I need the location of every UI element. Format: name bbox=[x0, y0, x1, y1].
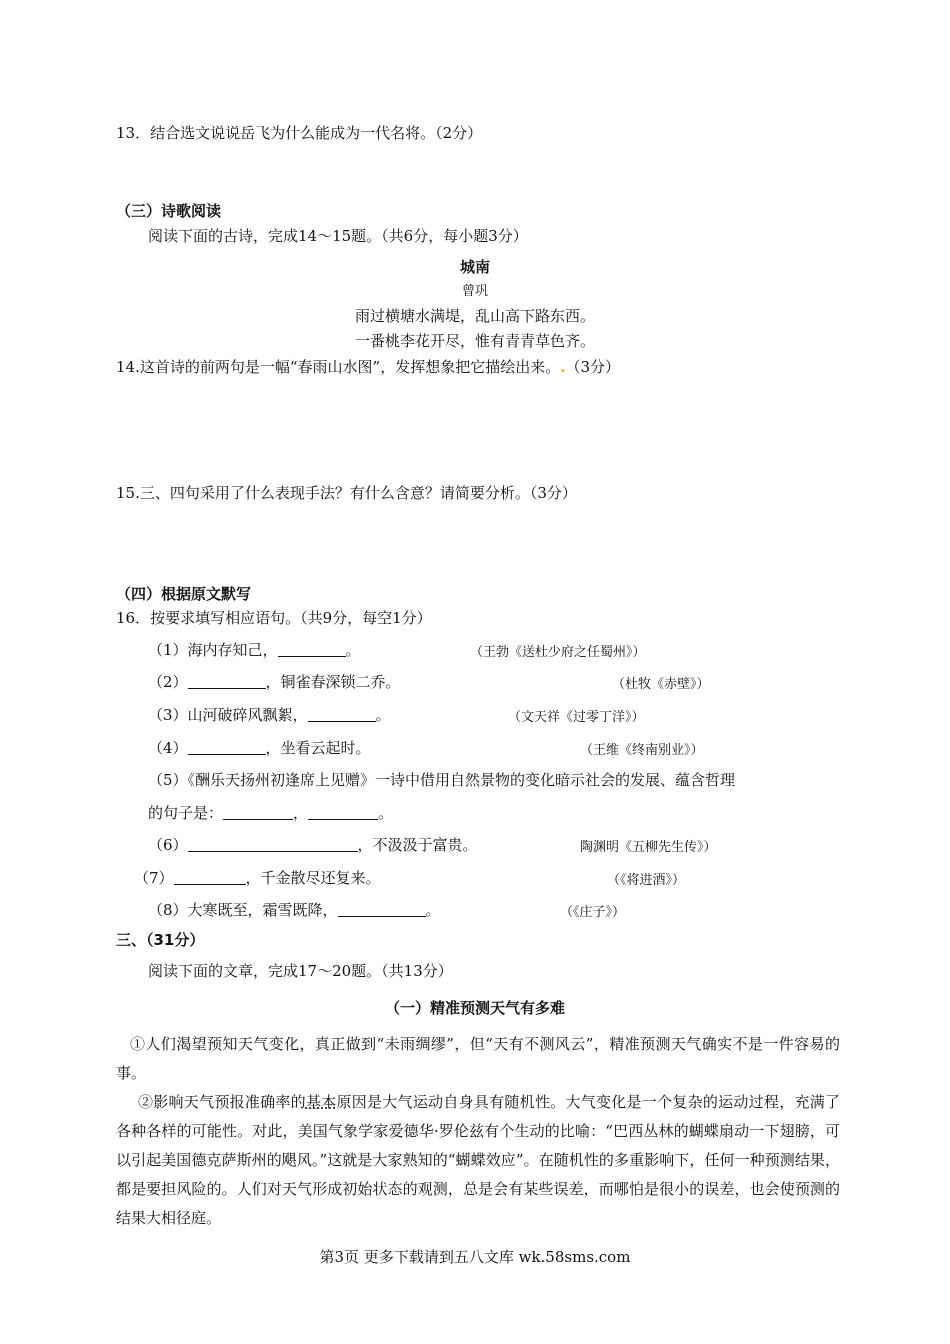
page-footer: 第3页 更多下载请到五八文库 wk.58sms.com bbox=[319, 1248, 631, 1266]
question-14-score: （3分） bbox=[565, 358, 620, 376]
answer-blank[interactable] bbox=[174, 869, 246, 885]
question-15: 15.三、四句采用了什么表现手法？有什么含意？请简要分析。（3分） bbox=[116, 484, 577, 502]
dictation-source-4: （王维《终南别业》） bbox=[580, 743, 704, 758]
item-text: （2） bbox=[148, 673, 188, 691]
dictation-item-2 bbox=[148, 671, 401, 692]
dictation-source-7: （《将进酒》） bbox=[607, 873, 686, 888]
dictation-item-4 bbox=[148, 737, 371, 758]
question-14-mark: . bbox=[560, 358, 566, 376]
poetry-instruction: 阅读下面的古诗，完成14～15题。（共6分，每小题3分） bbox=[148, 227, 528, 245]
item-text: （4） bbox=[148, 739, 188, 757]
item-text: ，铜雀春深锁二乔。 bbox=[265, 673, 401, 691]
answer-blank[interactable] bbox=[338, 901, 426, 917]
item-text: （1）海内存知己， bbox=[148, 641, 278, 659]
item-text: （3）山河破碎风飘絮， bbox=[148, 706, 308, 724]
poem-author: 曾巩 bbox=[461, 284, 488, 299]
answer-blank[interactable] bbox=[308, 804, 378, 820]
item-text: （7） bbox=[134, 869, 174, 887]
question-14-text: 14.这首诗的前两句是一幅“春雨山水图”，发挥想象把它描绘出来。 bbox=[116, 358, 561, 376]
item-text: 。 bbox=[345, 641, 361, 659]
dictation-item-7 bbox=[134, 867, 381, 888]
item-text: ，千金散尽还复来。 bbox=[245, 869, 381, 887]
item-text: ， bbox=[293, 804, 309, 822]
part-heading: 三、（31分） bbox=[116, 931, 205, 949]
item-text: ，不汲汲于富贵。 bbox=[357, 836, 478, 854]
poem-title: 城南 bbox=[459, 258, 490, 276]
reading-instruction: 阅读下面的文章，完成17～20题。（共13分） bbox=[148, 962, 453, 980]
answer-blank[interactable] bbox=[188, 673, 266, 689]
item-text: （6） bbox=[148, 836, 188, 854]
section-heading-dictation: （四）根据原文默写 bbox=[116, 585, 252, 603]
question-16: 16．按要求填写相应语句。（共9分，每空1分） bbox=[116, 609, 432, 627]
article-paragraph-2 bbox=[116, 1088, 840, 1233]
answer-blank[interactable] bbox=[278, 641, 346, 657]
dictation-source-3: （文天祥《过零丁洋》） bbox=[508, 710, 645, 725]
paragraph-text: ②影响天气预报准确率的 bbox=[138, 1093, 306, 1111]
dictation-source-2: （杜牧《赤壁》） bbox=[612, 677, 710, 692]
item-text: 。 bbox=[375, 706, 391, 724]
dictation-item-5-cont bbox=[148, 802, 393, 823]
dictation-item-6 bbox=[148, 834, 478, 855]
answer-blank[interactable] bbox=[188, 836, 358, 852]
dictation-source-6: 陶渊明《五柳先生传》） bbox=[580, 840, 717, 855]
answer-blank[interactable] bbox=[188, 739, 266, 755]
item-text: 。 bbox=[378, 804, 394, 822]
dictation-item-1 bbox=[148, 639, 361, 660]
section-heading-poetry: （三）诗歌阅读 bbox=[116, 202, 222, 220]
dictation-item-5: （5）《酬乐天扬州初逢席上见赠》一诗中借用自然景物的变化暗示社会的发展、蕴含哲理 bbox=[148, 771, 736, 789]
dictation-source-1: （王勃《送杜少府之任蜀州》） bbox=[470, 645, 646, 660]
dictation-item-3 bbox=[148, 704, 391, 725]
poem-line-2: 一番桃李花开尽，惟有青青草色齐。 bbox=[354, 332, 595, 350]
answer-blank[interactable] bbox=[223, 804, 293, 820]
question-14 bbox=[116, 356, 620, 377]
item-text: 。 bbox=[425, 901, 441, 919]
answer-blank[interactable] bbox=[308, 706, 376, 722]
item-text: （8）大寒既至，霜雪既降， bbox=[148, 901, 338, 919]
poem-line-1: 雨过横塘水满堤，乱山高下路东西。 bbox=[354, 307, 595, 325]
item-text: ，坐看云起时。 bbox=[265, 739, 371, 757]
emphasized-word: 基本 bbox=[305, 1093, 337, 1111]
paragraph-text: 原因是大气运动自身具有随机性。大气变化是一个复杂的运动过程，充满了各种各样的可能性。对此，美国气象学家爱德华·罗伦兹有个生动的比喻：“巴西丛林的蝴蝶扇动一下翅膀，可以引起美国德克萨斯州的飓风。”这就是大家熟知的“蝴蝶效应”。在随机性的多重影响下，任何一种预测结果，都是要担风险的。人们对天气形成初始状态的观测，总是会有某些误差，而哪怕是很小的误差，也会使预测的结果大相径庭。 bbox=[116, 1093, 840, 1227]
dictation-source-8: （《庄子》） bbox=[560, 905, 626, 920]
item-text: 的句子是： bbox=[148, 804, 224, 822]
article-paragraph-1: ①人们渴望预知天气变化，真正做到“未雨绸缪”，但“天有不测风云”，精准预测天气确实不是一件容易的事。 bbox=[116, 1035, 840, 1082]
question-13: 13．结合选文说说岳飞为什么能成为一代名将。（2分） bbox=[116, 124, 483, 142]
dictation-item-8 bbox=[148, 899, 441, 920]
article-title: （一）精准预测天气有多难 bbox=[384, 999, 565, 1017]
